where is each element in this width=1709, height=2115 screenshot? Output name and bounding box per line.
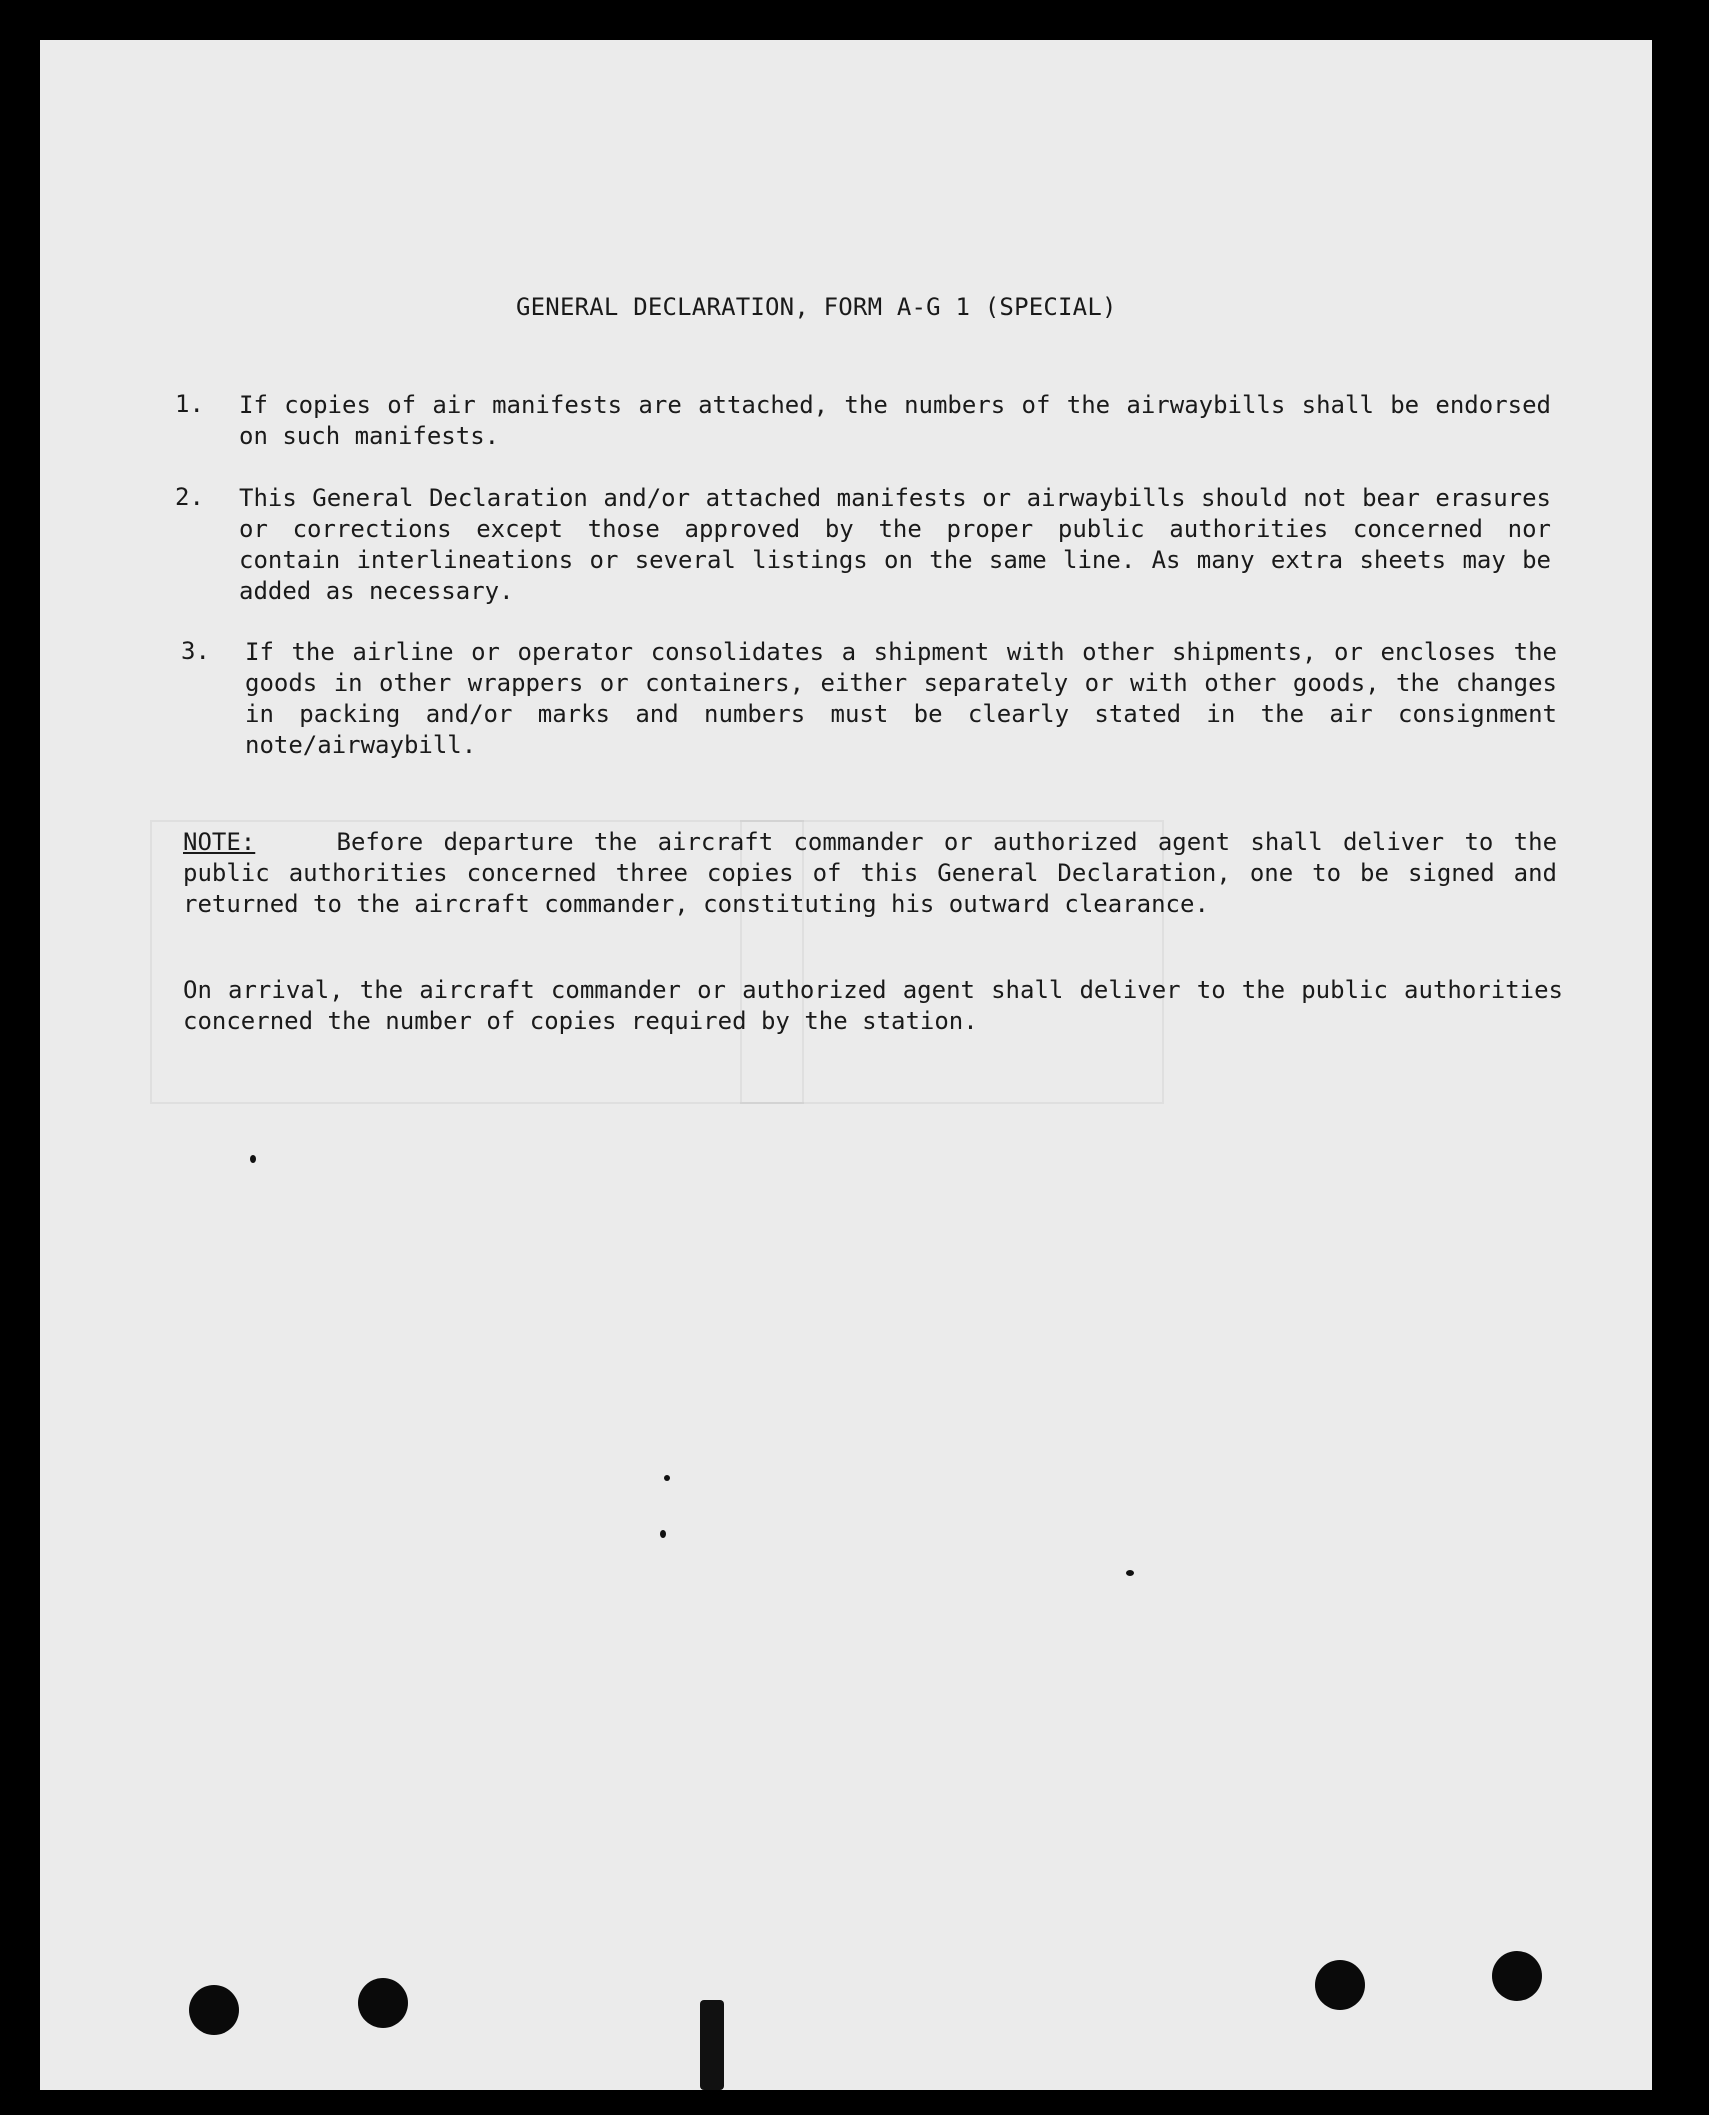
speck-mark (660, 1530, 666, 1538)
punch-hole-right-1 (1315, 1960, 1365, 2010)
item-1-text: If copies of air manifests are attached, the numbers of the airwaybills shall be endorsed on such manifests. (239, 391, 1551, 450)
arrival-paragraph: On arrival, the aircraft commander or authorized agent shall deliver to the public authorities concerned the number of copies required by the station. (183, 976, 1563, 1035)
binding-mark (700, 2000, 724, 2090)
note-label: NOTE: (183, 828, 256, 856)
item-3-number: 3. (181, 637, 210, 665)
speck-mark (664, 1475, 670, 1481)
punch-hole-left-1 (189, 1985, 239, 2035)
speck-mark (1126, 1570, 1134, 1576)
item-1-number: 1. (175, 390, 204, 418)
punch-hole-right-2 (1492, 1951, 1542, 2001)
document-page (40, 40, 1652, 2090)
punch-hole-left-2 (358, 1978, 408, 2028)
item-3-text: If the airline or operator consolidates a shipment with other shipments, or encloses the goods in other wrappers or containers, either separately or with other goods, the changes in packing and/or marks and numbers must be clearly stated in the air consignment note/airwaybill. (245, 638, 1557, 759)
speck-mark (250, 1155, 256, 1163)
note-text: Before departure the aircraft commander or authorized agent shall deliver to the public authorities concerned three copies of this General Declaration, one to be signed and returned to the aircraft commander, constituting his outward clearance. (183, 828, 1558, 918)
item-2-text: This General Declaration and/or attached manifests or airwaybills should not bear erasures or corrections except those approved by the proper public authorities concerned nor contain interlineations or several listings on the same line. As many extra sheets may be added as necessary. (239, 484, 1551, 605)
document-title: GENERAL DECLARATION, FORM A-G 1 (SPECIAL) (516, 293, 1117, 321)
note-paragraph (183, 827, 1557, 920)
item-2-number: 2. (175, 483, 204, 511)
